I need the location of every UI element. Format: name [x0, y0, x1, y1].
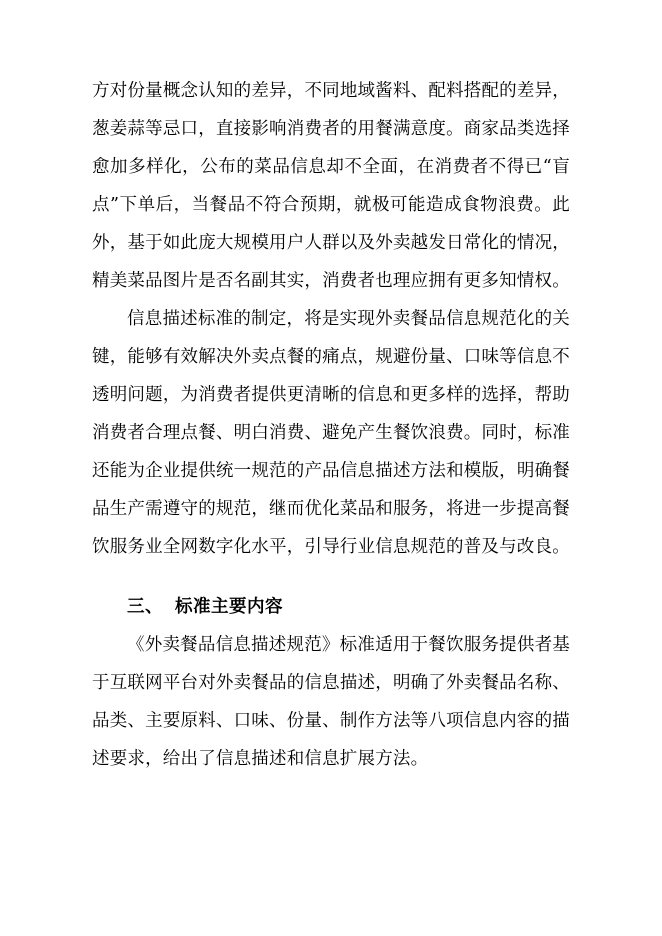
document-body: [92, 72, 570, 778]
heading-number: 三、: [127, 597, 163, 617]
paragraph-standard-scope: 《外卖餐品信息描述规范》标准适用于餐饮服务提供者基于互联网平台对外卖餐品的信息描述，明确了外卖餐品名称、品类、主要原料、口味、份量、制作方法等八项信息内容的描述要求，给出了信息描述和信息扩展方法。: [92, 635, 570, 769]
heading-text: 标准主要内容: [175, 597, 283, 617]
paragraph-standard-formulation: 信息描述标准的制定，将是实现外卖餐品信息规范化的关键，能够有效解决外卖点餐的痛点，规避份量、口味等信息不透明问题，为消费者提供更清晰的信息和更多样的选择，帮助消费者合理点餐、明白消费、避免产生餐饮浪费。同时，标准还能为企业提供统一规范的产品信息描述方法和模版，明确餐品生产需遵守的规范，继而优化菜品和服务，将进一步提高餐饮服务业全网数字化水平，引导行业信息规范的普及与改良。: [92, 309, 570, 557]
paragraph-continued: 方对份量概念认知的差异，不同地域酱料、配料搭配的差异，葱姜蒜等忌口，直接影响消费者的用餐满意度。商家品类选择愈加多样化，公布的菜品信息却不全面，在消费者不得已“盲点”下单后，当餐品不符合预期，就极可能造成食物浪费。此外，基于如此庞大规模用户人群以及外卖越发日常化的情况，精美菜品图片是否名副其实，消费者也理应拥有更多知情权。: [92, 81, 570, 291]
section-heading-three: [92, 588, 570, 626]
